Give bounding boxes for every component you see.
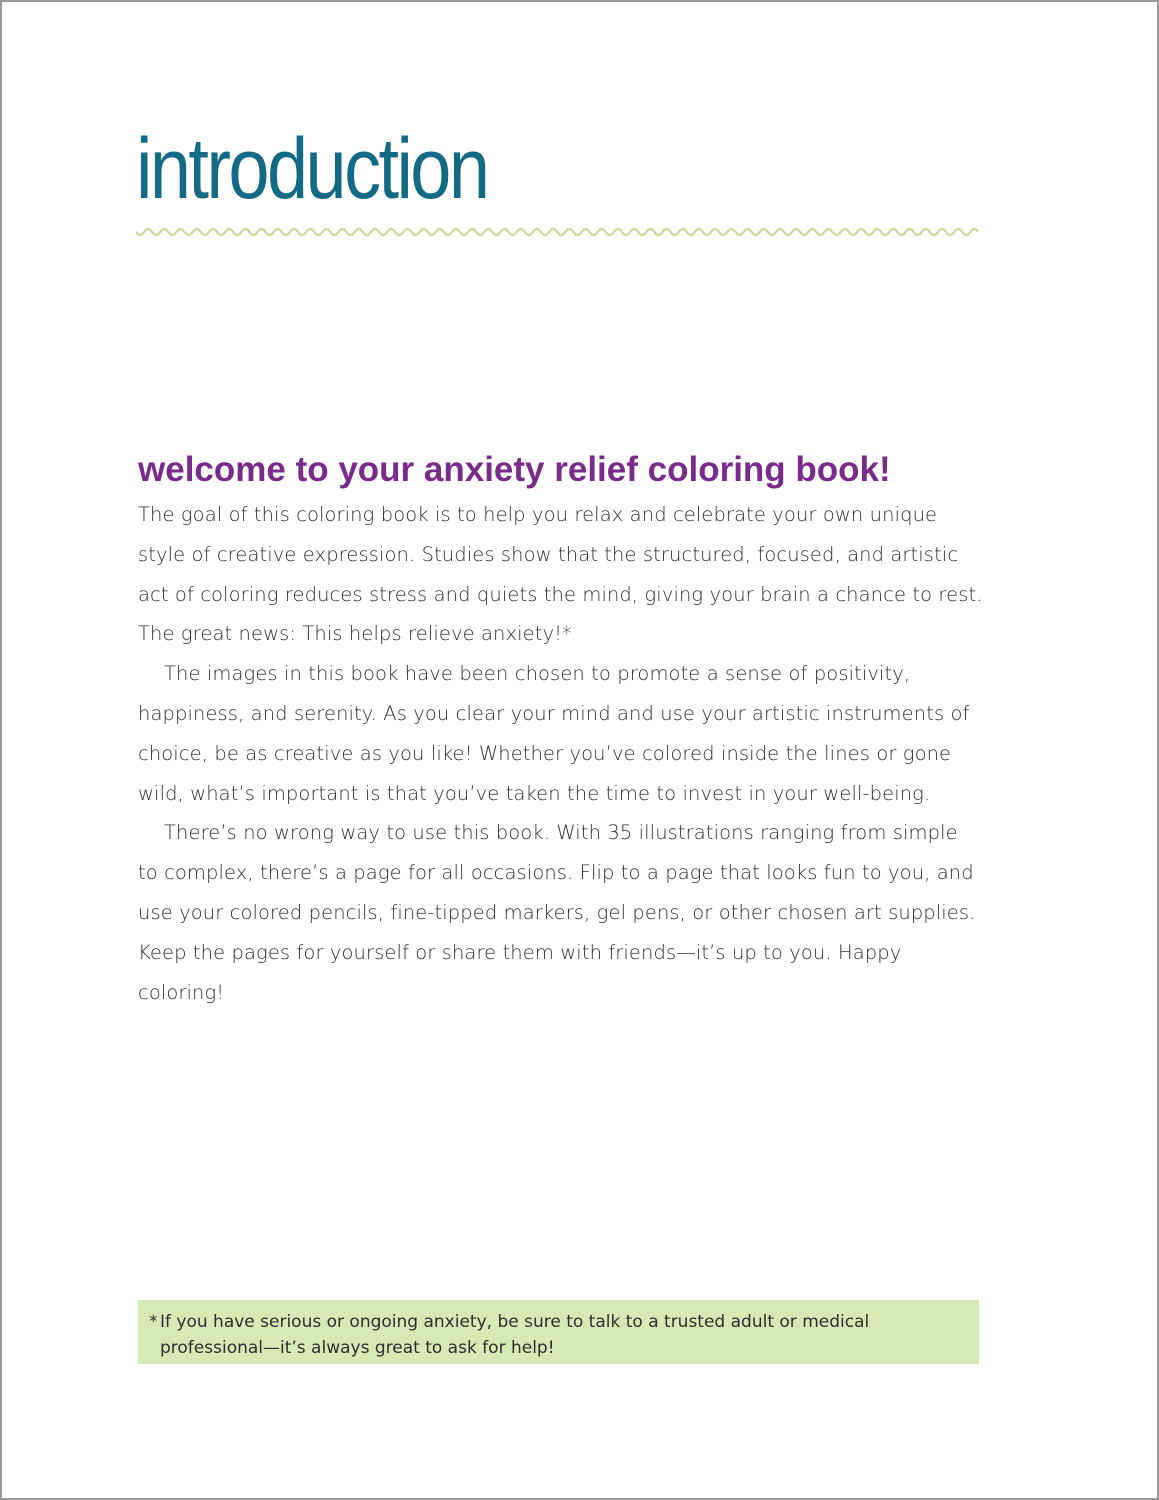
paragraph-3: There’s no wrong way to use this book. With 35 illustrations ranging from simple to complex, there’s a page for all occasions. Flip to a page that looks fun to you, and use your colored pencils, fine-tipped markers, gel pens, or other chosen art supplies. Keep the pages for yourself or share them with friends—it’s up to you. Happy coloring! xyxy=(138,821,976,1004)
footnote-asterisk: * xyxy=(149,1312,158,1332)
section-heading: welcome to your anxiety relief coloring book! xyxy=(138,450,891,489)
paragraph-1: The goal of this coloring book is to help you relax and celebrate your own unique style of creative expression. Studies show that the structured, focused, and artistic act of coloring reduces stress and quiets the mind, giving your brain a chance to rest. The great news: This helps relieve anxiety!* xyxy=(138,503,983,646)
footnote-box xyxy=(138,1300,979,1364)
footnote-text: If you have serious or ongoing anxiety, be sure to talk to a trusted adult or medical professional—it’s always great to ask for help! xyxy=(160,1312,870,1358)
wavy-divider-line xyxy=(136,229,978,235)
paragraph-2: The images in this book have been chosen to promote a sense of positivity, happiness, and serenity. As you clear your mind and use your artistic instruments of choice, be as creative as you like! Whether you’ve colored inside the lines or gone wild, what’s important is that you’ve taken the time to invest in your well-being. xyxy=(138,662,970,805)
body-text xyxy=(138,495,983,1012)
page-title: introduction xyxy=(136,121,488,217)
wavy-divider xyxy=(136,224,979,240)
